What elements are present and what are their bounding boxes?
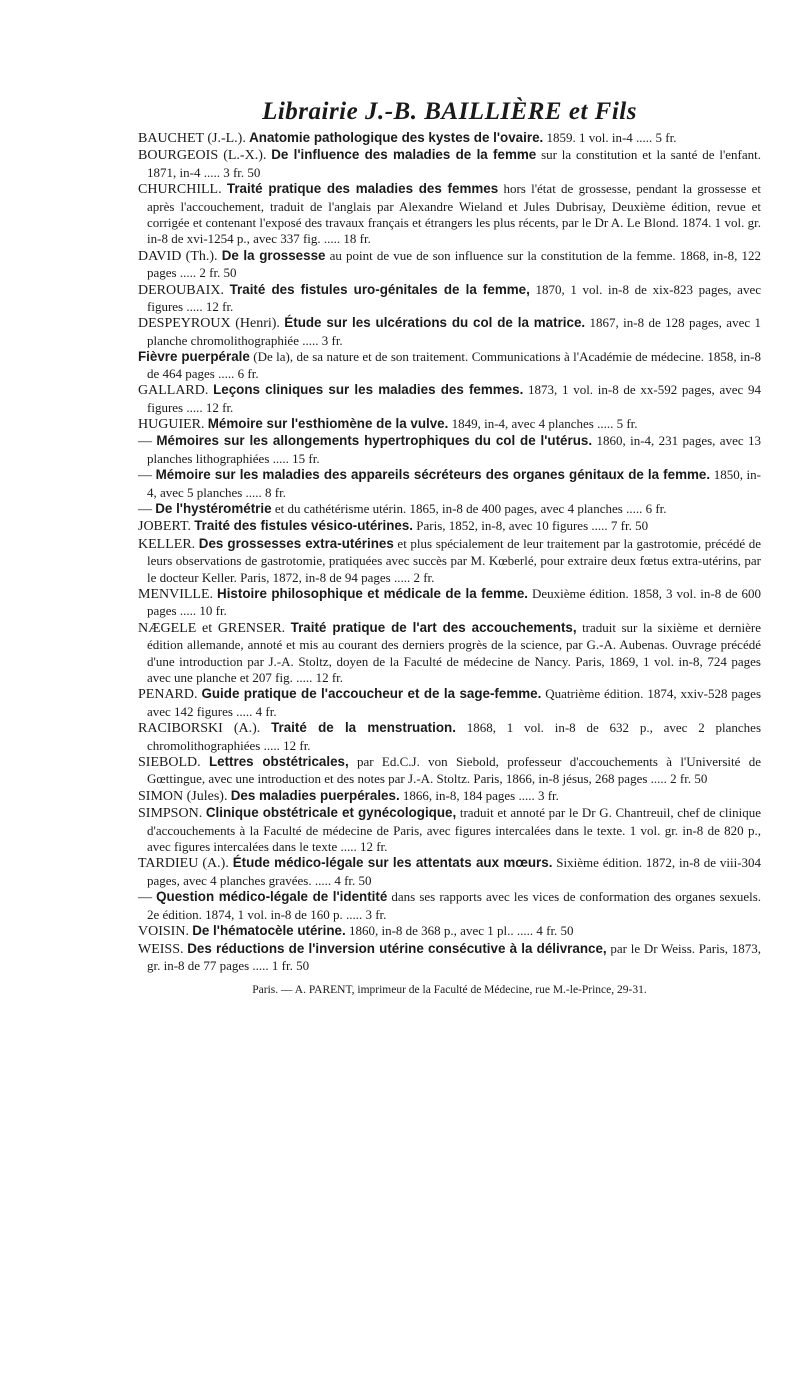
entry-title: Étude sur les ulcérations du col de la matrice.	[284, 315, 586, 331]
catalog-entry: — Question médico-légale de l'identité dans ses rapports avec les vices de conformation des organes sexuels. 2e édition. 1874, 1 vol. in-8 de 160 p. ..... 3 fr.	[138, 889, 762, 922]
entry-details: 1850, in-4, avec 5 planches	[147, 467, 761, 500]
entry-author: CHURCHILL.	[138, 182, 222, 198]
catalog-entry: RACIBORSKI (A.). Traité de la menstruation. 1868, 1 vol. in-8 de 632 p., avec 2 planches chromolithographiées ..... 12 fr.	[138, 720, 762, 753]
entry-price: 12 fr.	[205, 299, 234, 315]
entry-author: WEISS.	[138, 941, 184, 957]
entry-author: TARDIEU (A.).	[138, 856, 229, 872]
entry-price: 15 fr.	[292, 450, 320, 466]
entry-title: De l'hématocèle utérine.	[192, 923, 346, 939]
entry-author: NÆGELE et GRENSER.	[138, 620, 286, 636]
catalog-entry: TARDIEU (A.). Étude médico-légale sur les attentats aux mœurs. Sixième édition. 1872, in-8 de viii-304 pages, avec 4 planches gravées. ..... 4 fr. 50	[138, 855, 762, 888]
catalog-entry: BAUCHET (J.-L.). Anatomie pathologique des kystes de l'ovaire. 1859. 1 vol. in-4 ..... 5 fr.	[138, 130, 677, 146]
entry-title: Mémoire sur l'esthiomène de la vulve.	[207, 415, 449, 431]
catalog-entry: JOBERT. Traité des fistules vésico-utérines. Paris, 1852, in-8, avec 10 figures ..... 7 fr. 50	[138, 518, 649, 535]
entry-price: 5 fr.	[655, 130, 677, 145]
entry-details: 1867, in-8 de 128 pages, avec 1 planche chromolithographiée	[147, 315, 761, 348]
entry-author: DAVID (Th.).	[138, 248, 218, 264]
entry-details: Quatrième édition. 1874, xxiv-528 pages avec 142 figures	[147, 686, 762, 719]
entry-author: KELLER.	[138, 536, 196, 552]
entry-author: SIEBOLD.	[138, 755, 201, 771]
entry-author: —	[138, 468, 152, 484]
entry-price: 3 fr. 50	[223, 164, 261, 180]
entry-price: 2 fr. 50	[670, 771, 708, 787]
entry-price: 3 fr.	[321, 332, 343, 348]
entry-author: SIMPSON.	[138, 806, 203, 822]
catalog-entry: NÆGELE et GRENSER. Traité pratique de l'art des accouchements, traduit sur la sixième et dernière édition allemande, annoté et mis au courant des derniers progrès de la science, par G.-A. Aubenas. Ouvrage précédé d'une introduction par J.-A. Stoltz, doyen de la Faculté de médecine de Nancy. Paris, 1869, 1 vol. in-8, 724 pages avec une planche et 207 fig. ..... 12 fr.	[138, 619, 762, 685]
catalog-entry: CHURCHILL. Traité pratique des maladies des femmes hors l'état de grossesse, pendant la grossesse et après l'accouchement, traduit de l'anglais par Alexandre Wieland et Jules Dubrisay, Deuxième édition, revue et corrigée et contenant l'exposé des travaux français et étrangers les plus récents, par le Dr A. Le Blond. 1874. 1 vol. gr. in-8 de xvi-1254 p., avec 337 fig. ..... 18 fr.	[138, 181, 762, 247]
entry-price: 4 fr. 50	[536, 923, 574, 939]
entry-price: 2 fr. 50	[199, 265, 237, 281]
entry-title: Mémoires sur les allongements hypertrophiques du col de l'utérus.	[156, 433, 593, 449]
entry-details: au point de vue de son influence sur la constitution de la femme. 1868, in-8, 122 pages	[147, 247, 761, 281]
entry-author: —	[138, 890, 152, 906]
entry-details: 1860, in-8 de 368 p., avec 1 pl..	[348, 923, 514, 939]
entry-title: Mémoire sur les maladies des appareils sécréteurs des organes génitaux de la femme.	[155, 467, 711, 483]
entry-title: Traité des fistules uro-génitales de la femme,	[229, 281, 530, 297]
entry-title: Traité pratique des maladies des femmes	[226, 181, 499, 197]
entry-details: Paris, 1852, in-8, avec 10 figures	[416, 518, 589, 534]
entry-details: 1870, 1 vol. in-8 de xix-823 pages, avec figures	[147, 281, 761, 315]
entry-price: 4 fr. 50	[334, 872, 372, 888]
entry-author: BOURGEOIS (L.-X.).	[138, 148, 267, 164]
catalog-entry: GALLARD. Leçons cliniques sur les maladies des femmes. 1873, 1 vol. in-8 de xx-592 pages, avec 94 figures ..... 12 fr.	[138, 382, 762, 415]
entry-title: Guide pratique de l'accoucheur et de la sage-femme.	[201, 686, 542, 702]
catalog-entry: PENARD. Guide pratique de l'accoucheur et de la sage-femme. Quatrième édition. 1874, xxiv-528 pages avec 142 figures ..... 4 fr.	[138, 686, 762, 719]
entry-title: Des grossesses extra-utérines	[198, 535, 394, 551]
entry-author: RACIBORSKI (A.).	[138, 721, 261, 737]
entry-author: —	[138, 434, 152, 450]
entry-title: Clinique obstétricale et gynécologique,	[205, 805, 457, 821]
entry-title: Traité de la menstruation.	[271, 720, 456, 736]
entry-author: SIMON (Jules).	[138, 788, 228, 804]
entry-title: De l'hystérométrie	[155, 500, 272, 516]
catalog-entry: — Mémoires sur les allongements hypertrophiques du col de l'utérus. 1860, in-4, 231 pages, avec 13 planches lithographiées ..... 15 fr.	[138, 433, 761, 466]
entry-details: par le Dr Weiss. Paris, 1873, gr. in-8 de 77 pages	[147, 940, 762, 973]
printer-footer: Paris. — A. PARENT, imprimeur de la Faculté de Médecine, rue M.-le-Prince, 29-31.	[252, 984, 647, 997]
entry-author: DESPEYROUX (Henri).	[138, 316, 280, 332]
entry-title: Question médico-légale de l'identité	[156, 889, 388, 905]
entry-price: 12 fr.	[315, 670, 344, 685]
catalog-entry: KELLER. Des grossesses extra-utérines et plus spécialement de leur traitement par la gastrotomie, précédé de leurs observations de gastrotomie, pratiquées avec succès par M. Kœberlé, pour extraire deux fœtus extra-utérins, par le docteur Keller. Paris, 1872, in-8 de 94 pages ..... 2 fr.	[138, 535, 762, 585]
entry-details: 1873, 1 vol. in-8 de xx-592 pages, avec 94 figures	[147, 382, 762, 415]
entry-price: 4 fr.	[255, 703, 277, 719]
entry-details: traduit et annoté par le Dr G. Chantreuil, chef de clinique d'accouchements à la Faculté de médecine de Paris, avec figures intercalées dans le texte. 1 vol. gr. in-8 de 820 p., avec figures intercalées dans le texte	[147, 805, 761, 855]
entry-title: Traité pratique de l'art des accouchements,	[290, 619, 577, 635]
entry-details: sur la constitution et la santé de l'enfant. 1871, in-4	[147, 147, 762, 180]
entry-title: Anatomie pathologique des kystes de l'ovaire.	[249, 130, 544, 145]
catalog-entry: — De l'hystérométrie et du cathétérisme utérin. 1865, in-8 de 400 pages, avec 4 planches ..... 6 fr.	[138, 500, 667, 517]
entry-details: 1866, in-8, 184 pages	[402, 787, 516, 803]
catalog-entry: WEISS. Des réductions de l'inversion utérine consécutive à la délivrance, par le Dr Weiss. Paris, 1873, gr. in-8 de 77 pages ..... 1 fr. 50	[138, 940, 762, 973]
catalog-entry: VOISIN. De l'hématocèle utérine. 1860, in-8 de 368 p., avec 1 pl.. ..... 4 fr. 50	[138, 923, 574, 940]
entry-price: 5 fr.	[616, 415, 638, 431]
entry-title: Leçons cliniques sur les maladies des femmes.	[213, 382, 524, 398]
entry-title: De l'influence des maladies de la femme	[271, 147, 537, 163]
catalog-entry: HUGUIER. Mémoire sur l'esthiomène de la vulve. 1849, in-4, avec 4 planches ..... 5 fr.	[138, 415, 638, 432]
entry-title: Étude médico-légale sur les attentats aux mœurs.	[232, 855, 553, 871]
catalog-entry: SIMON (Jules). Des maladies puerpérales. 1866, in-8, 184 pages ..... 3 fr.	[138, 787, 559, 804]
entry-title: Lettres obstétricales,	[208, 754, 349, 770]
entry-price: 12 fr.	[205, 399, 234, 415]
catalog-entry: Fièvre puerpérale (De la), de sa nature et de son traitement. Communications à l'Académie de médecine. 1858, in-8 de 464 pages ..... 6 fr.	[138, 349, 761, 381]
entry-price: 12 fr.	[359, 839, 388, 855]
catalog-entry: BOURGEOIS (L.-X.). De l'influence des maladies de la femme sur la constitution et la santé de l'enfant. 1871, in-4 ..... 3 fr. 50	[138, 147, 762, 180]
entry-details: 1868, 1 vol. in-8 de 632 p., avec 2 planches chromolithographiées	[147, 720, 762, 753]
entry-author: HUGUIER.	[138, 416, 205, 432]
catalog-entries	[138, 130, 761, 974]
entry-price: 18 fr.	[343, 231, 371, 247]
entry-title: Fièvre puerpérale	[138, 349, 250, 365]
publisher-header: Librairie J.-B. BAILLIÈRE et Fils	[262, 98, 637, 125]
entry-details: et plus spécialement de leur traitement par la gastrotomie, précédé de leurs observations de gastrotomie, pratiquées avec succès par M. Kœberlé, pour extraire deux fœtus extra-utérins, par le docteur Keller. Paris, 1872, in-8 de 94 pages	[147, 535, 762, 585]
entry-details: dans ses rapports avec les vices de conformation des organes sexuels. 2e édition. 1874, 1 vol. in-8 de 160 p.	[147, 889, 762, 922]
entry-author: GALLARD.	[138, 383, 209, 399]
entry-title: Traité des fistules vésico-utérines.	[194, 518, 414, 534]
entry-title: Histoire philosophique et médicale de la femme.	[217, 585, 529, 601]
entry-price: 10 fr.	[199, 603, 227, 619]
entry-price: 6 fr.	[645, 500, 667, 516]
entry-author: DEROUBAIX.	[138, 282, 224, 298]
catalog-entry: MENVILLE. Histoire philosophique et médicale de la femme. Deuxième édition. 1858, 3 vol. in-8 de 600 pages ..... 10 fr.	[138, 585, 761, 619]
entry-price: 6 fr.	[237, 365, 259, 381]
entry-details: par Ed.C.J. von Siebold, professeur d'accouchements à l'Université de Gœttingue, avec une introduction et des notes par J.-A. Stoltz. Paris, 1866, in-8 jésus, 268 pages	[147, 754, 762, 787]
entry-price: 3 fr.	[365, 906, 387, 922]
entry-price: 2 fr.	[413, 569, 435, 585]
entry-price: 3 fr.	[537, 787, 559, 803]
entry-price: 8 fr.	[265, 484, 286, 500]
entry-details: Sixième édition. 1872, in-8 de viii-304 pages, avec 4 planches gravées.	[147, 855, 762, 888]
entry-author: —	[138, 501, 152, 517]
entry-title: Des maladies puerpérales.	[230, 787, 400, 803]
entry-author: MENVILLE.	[138, 586, 214, 602]
catalog-entry: DAVID (Th.). De la grossesse au point de vue de son influence sur la constitution de la femme. 1868, in-8, 122 pages ..... 2 fr. 50	[138, 247, 761, 281]
entry-title: Des réductions de l'inversion utérine consécutive à la délivrance,	[187, 940, 607, 956]
catalog-entry: SIEBOLD. Lettres obstétricales, par Ed.C.J. von Siebold, professeur d'accouchements à l'Université de Gœttingue, avec une introduction et des notes par J.-A. Stoltz. Paris, 1866, in-8 jésus, 268 pages ..... 2 fr. 50	[138, 754, 762, 787]
catalog-entry: SIMPSON. Clinique obstétricale et gynécologique, traduit et annoté par le Dr G. Chantreuil, chef de clinique d'accouchements à la Faculté de médecine de Paris, avec figures intercalées dans le texte. 1 vol. gr. in-8 de 820 p., avec figures intercalées dans le texte ..... 12 fr.	[138, 805, 761, 855]
entry-details: et du cathétérisme utérin. 1865, in-8 de 400 pages, avec 4 planches	[274, 500, 623, 516]
entry-details: 1849, in-4, avec 4 planches	[451, 415, 594, 431]
entry-author: VOISIN.	[138, 924, 189, 940]
catalog-entry: — Mémoire sur les maladies des appareils sécréteurs des organes génitaux de la femme. 1850, in-4, avec 5 planches ..... 8 fr.	[138, 467, 761, 500]
entry-details: hors l'état de grossesse, pendant la grossesse et après l'accouchement, traduit de l'anglais par Alexandre Wieland et Jules Dubrisay, Deuxième édition, revue et corrigée et contenant l'exposé des travaux français et étrangers les plus récents, par le Dr A. Le Blond. 1874. 1 vol. gr. in-8 de xvi-1254 p., avec 337 fig.	[147, 181, 762, 247]
entry-price: 1 fr. 50	[271, 957, 310, 973]
catalog-entry: DEROUBAIX. Traité des fistules uro-génitales de la femme, 1870, 1 vol. in-8 de xix-823 pages, avec figures ..... 12 fr.	[138, 281, 761, 315]
entry-details: Deuxième édition. 1858, 3 vol. in-8 de 600 pages	[147, 585, 761, 619]
entry-author: JOBERT.	[138, 519, 191, 535]
entry-details: 1859. 1 vol. in-4	[546, 130, 633, 145]
entry-details: traduit sur la sixième et dernière édition allemande, annoté et mis au courant des derniers progrès de la science, par G.-A. Aubenas. Ouvrage précédé d'une introduction par J.-A. Stoltz, doyen de la Faculté de médecine de Nancy. Paris, 1869, 1 vol. in-8, 724 pages avec une planche et 207 fig.	[147, 619, 762, 685]
entry-author: BAUCHET (J.-L.).	[138, 131, 246, 146]
entry-price: 7 fr. 50	[610, 518, 649, 534]
catalog-entry: DESPEYROUX (Henri). Étude sur les ulcérations du col de la matrice. 1867, in-8 de 128 pages, avec 1 planche chromolithographiée ..... 3 fr.	[138, 315, 761, 348]
entry-details: 1860, in-4, 231 pages, avec 13 planches lithographiées	[147, 433, 761, 466]
entry-details: (De la), de sa nature et de son traitement. Communications à l'Académie de médecine. 1858, in-8 de 464 pages	[147, 349, 761, 381]
entry-author: PENARD.	[138, 687, 198, 703]
entry-price: 12 fr.	[283, 737, 311, 753]
entry-title: De la grossesse	[221, 247, 326, 263]
